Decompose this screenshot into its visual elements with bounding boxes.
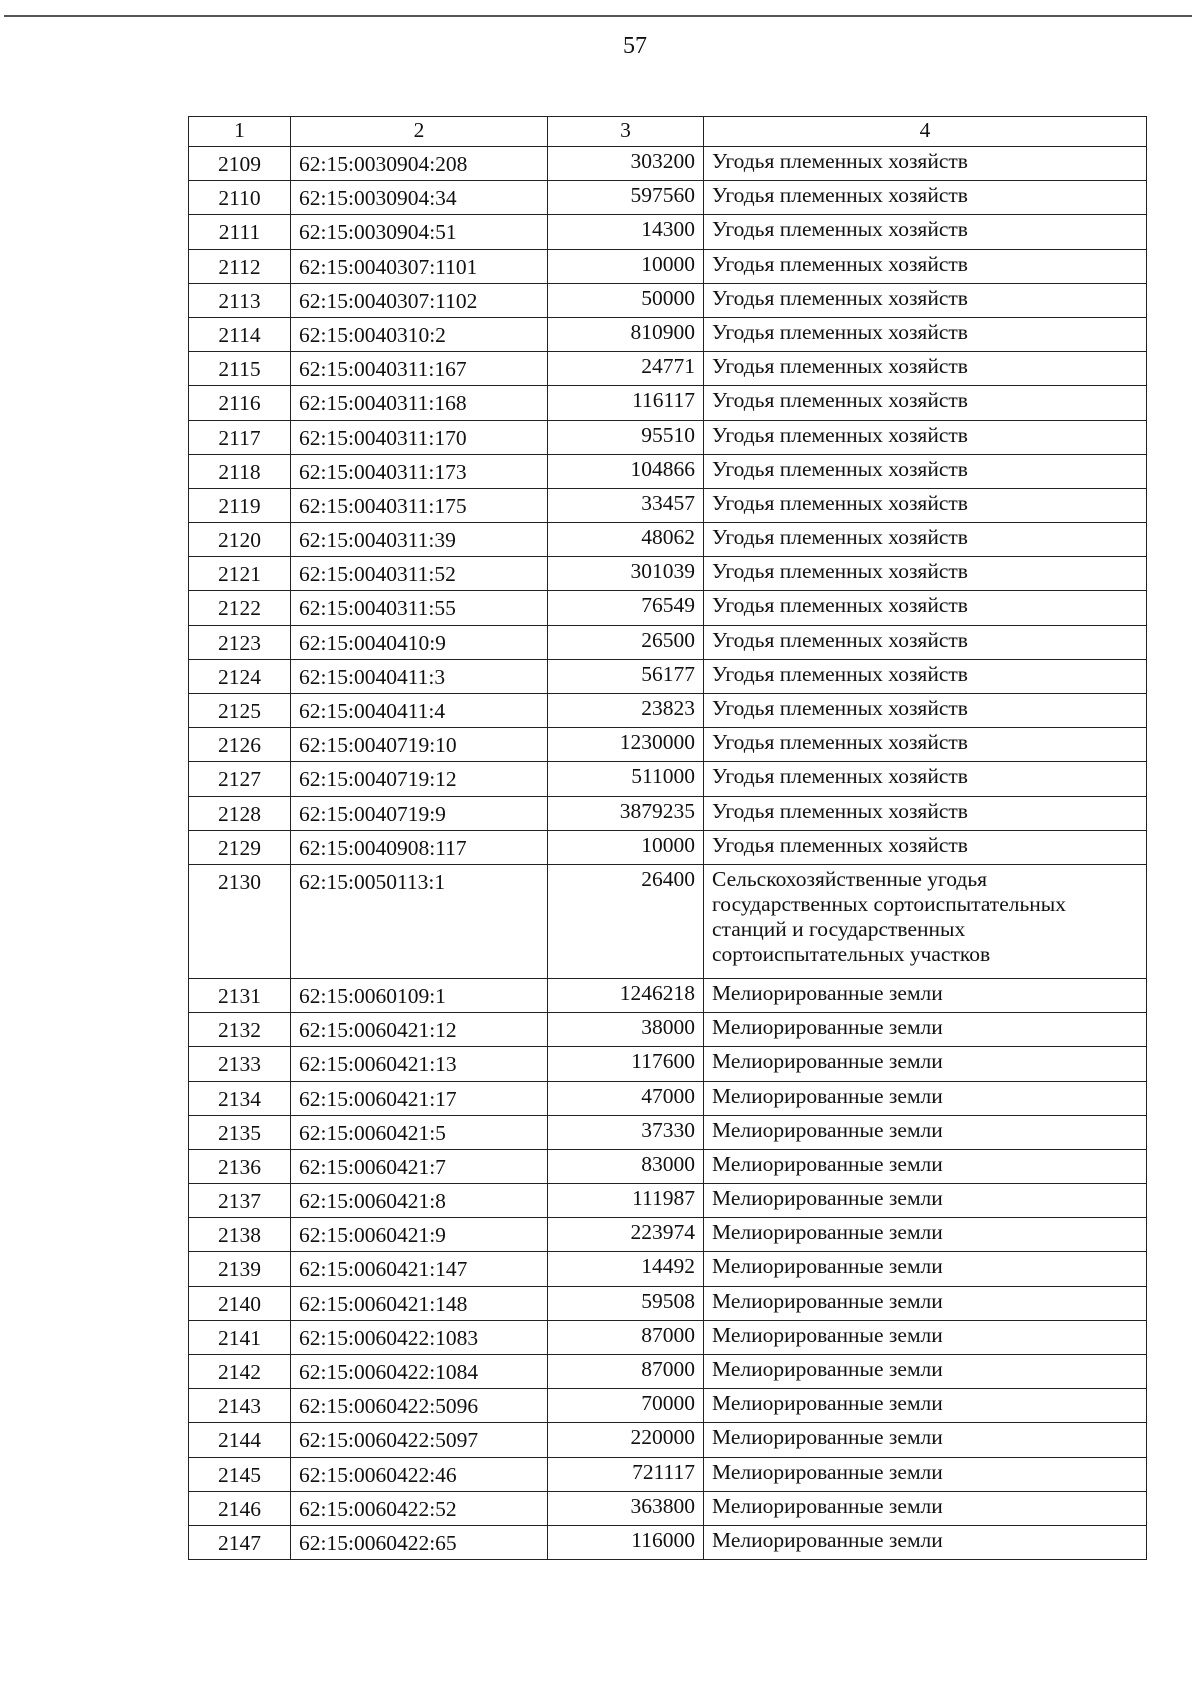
area-cell: 220000 [548, 1423, 704, 1457]
area-cell: 56177 [548, 659, 704, 693]
cadastral-number-cell: 62:15:0040311:168 [291, 386, 548, 420]
area-cell: 37330 [548, 1115, 704, 1149]
cadastral-number-cell: 62:15:0060421:148 [291, 1286, 548, 1320]
table-row [189, 591, 1147, 625]
row-number-cell: 2110 [189, 181, 291, 215]
header-cell-3: 3 [548, 117, 704, 147]
row-number-cell: 2140 [189, 1286, 291, 1320]
cadastral-number-cell: 62:15:0060421:9 [291, 1218, 548, 1252]
table-row [189, 1013, 1147, 1047]
land-category-cell: Угодья племенных хозяйств [704, 557, 1147, 591]
land-category-cell: Угодья племенных хозяйств [704, 762, 1147, 796]
cadastral-number-cell: 62:15:0040411:4 [291, 694, 548, 728]
table-row [189, 420, 1147, 454]
cadastral-number-cell: 62:15:0050113:1 [291, 864, 548, 978]
cadastral-number-cell: 62:15:0040311:175 [291, 488, 548, 522]
header-cell-2: 2 [291, 117, 548, 147]
cadastral-number-cell: 62:15:0060109:1 [291, 978, 548, 1012]
area-cell: 111987 [548, 1184, 704, 1218]
row-number-cell: 2128 [189, 796, 291, 830]
row-number-cell: 2116 [189, 386, 291, 420]
cadastral-number-cell: 62:15:0040411:3 [291, 659, 548, 693]
table-row [189, 523, 1147, 557]
table-row [189, 1218, 1147, 1252]
row-number-cell: 2137 [189, 1184, 291, 1218]
land-category-cell: Мелиорированные земли [704, 1184, 1147, 1218]
land-category-cell: Мелиорированные земли [704, 1457, 1147, 1491]
row-number-cell: 2145 [189, 1457, 291, 1491]
land-category-cell: Угодья племенных хозяйств [704, 728, 1147, 762]
area-cell: 511000 [548, 762, 704, 796]
land-category-cell: Угодья племенных хозяйств [704, 659, 1147, 693]
table-row [189, 1286, 1147, 1320]
cadastral-number-cell: 62:15:0060421:12 [291, 1013, 548, 1047]
area-cell: 117600 [548, 1047, 704, 1081]
land-category-cell: Угодья племенных хозяйств [704, 625, 1147, 659]
row-number-cell: 2133 [189, 1047, 291, 1081]
area-cell: 1230000 [548, 728, 704, 762]
row-number-cell: 2141 [189, 1320, 291, 1354]
area-cell: 26400 [548, 864, 704, 978]
land-category-cell: Мелиорированные земли [704, 1047, 1147, 1081]
area-cell: 23823 [548, 694, 704, 728]
row-number-cell: 2146 [189, 1491, 291, 1525]
land-category-cell: Угодья племенных хозяйств [704, 181, 1147, 215]
cadastral-number-cell: 62:15:0040311:170 [291, 420, 548, 454]
table-row [189, 1149, 1147, 1183]
cadastral-number-cell: 62:15:0060421:8 [291, 1184, 548, 1218]
row-number-cell: 2132 [189, 1013, 291, 1047]
cadastral-number-cell: 62:15:0060422:65 [291, 1525, 548, 1559]
row-number-cell: 2111 [189, 215, 291, 249]
row-number-cell: 2135 [189, 1115, 291, 1149]
cadastral-number-cell: 62:15:0060421:7 [291, 1149, 548, 1183]
table-row [189, 488, 1147, 522]
area-cell: 104866 [548, 454, 704, 488]
page-number: 57 [623, 33, 647, 59]
row-number-cell: 2112 [189, 249, 291, 283]
row-number-cell: 2126 [189, 728, 291, 762]
table-row [189, 625, 1147, 659]
top-border-line [4, 15, 1192, 17]
table-row [189, 830, 1147, 864]
table-row [189, 1081, 1147, 1115]
cadastral-number-cell: 62:15:0060422:5097 [291, 1423, 548, 1457]
cadastral-number-cell: 62:15:0060422:52 [291, 1491, 548, 1525]
land-category-cell: Угодья племенных хозяйств [704, 249, 1147, 283]
header-cell-1: 1 [189, 117, 291, 147]
table-row [189, 1389, 1147, 1423]
table-row [189, 659, 1147, 693]
row-number-cell: 2144 [189, 1423, 291, 1457]
row-number-cell: 2143 [189, 1389, 291, 1423]
area-cell: 95510 [548, 420, 704, 454]
cadastral-number-cell: 62:15:0040311:55 [291, 591, 548, 625]
cadastral-number-cell: 62:15:0030904:208 [291, 147, 548, 181]
table-row [189, 1525, 1147, 1559]
cadastral-number-cell: 62:15:0060422:1084 [291, 1355, 548, 1389]
row-number-cell: 2134 [189, 1081, 291, 1115]
area-cell: 50000 [548, 283, 704, 317]
table-row [189, 557, 1147, 591]
cadastral-number-cell: 62:15:0060422:5096 [291, 1389, 548, 1423]
area-cell: 87000 [548, 1320, 704, 1354]
row-number-cell: 2139 [189, 1252, 291, 1286]
land-category-cell: Мелиорированные земли [704, 1252, 1147, 1286]
table-row [189, 978, 1147, 1012]
land-registry-table [188, 116, 1147, 1560]
land-category-cell: Мелиорированные земли [704, 1423, 1147, 1457]
land-category-cell: Угодья племенных хозяйств [704, 386, 1147, 420]
header-cell-4: 4 [704, 117, 1147, 147]
cadastral-number-cell: 62:15:0060421:5 [291, 1115, 548, 1149]
area-cell: 223974 [548, 1218, 704, 1252]
area-cell: 47000 [548, 1081, 704, 1115]
table-row [189, 864, 1147, 978]
cadastral-number-cell: 62:15:0040908:117 [291, 830, 548, 864]
table-row [189, 386, 1147, 420]
land-category-cell: Угодья племенных хозяйств [704, 454, 1147, 488]
table-row [189, 283, 1147, 317]
area-cell: 3879235 [548, 796, 704, 830]
land-category-cell: Мелиорированные земли [704, 1491, 1147, 1525]
row-number-cell: 2117 [189, 420, 291, 454]
land-category-cell: Угодья племенных хозяйств [704, 317, 1147, 351]
area-cell: 810900 [548, 317, 704, 351]
area-cell: 721117 [548, 1457, 704, 1491]
cadastral-number-cell: 62:15:0040311:52 [291, 557, 548, 591]
land-category-cell: Угодья племенных хозяйств [704, 420, 1147, 454]
cadastral-number-cell: 62:15:0060421:13 [291, 1047, 548, 1081]
cadastral-number-cell: 62:15:0060421:17 [291, 1081, 548, 1115]
land-category-cell: Угодья племенных хозяйств [704, 523, 1147, 557]
land-category-cell: Угодья племенных хозяйств [704, 283, 1147, 317]
row-number-cell: 2129 [189, 830, 291, 864]
area-cell: 14492 [548, 1252, 704, 1286]
table-row [189, 1491, 1147, 1525]
cadastral-number-cell: 62:15:0040719:10 [291, 728, 548, 762]
row-number-cell: 2127 [189, 762, 291, 796]
land-category-cell: Угодья племенных хозяйств [704, 147, 1147, 181]
cadastral-number-cell: 62:15:0040410:9 [291, 625, 548, 659]
land-category-cell: Мелиорированные земли [704, 1149, 1147, 1183]
cadastral-number-cell: 62:15:0040307:1102 [291, 283, 548, 317]
area-cell: 48062 [548, 523, 704, 557]
row-number-cell: 2142 [189, 1355, 291, 1389]
land-category-cell: Мелиорированные земли [704, 1081, 1147, 1115]
table-row [189, 762, 1147, 796]
table-row [189, 1047, 1147, 1081]
row-number-cell: 2138 [189, 1218, 291, 1252]
cadastral-number-cell: 62:15:0040310:2 [291, 317, 548, 351]
land-category-cell: Мелиорированные земли [704, 978, 1147, 1012]
land-category-cell: Угодья племенных хозяйств [704, 830, 1147, 864]
land-category-cell: Угодья племенных хозяйств [704, 694, 1147, 728]
area-cell: 76549 [548, 591, 704, 625]
cadastral-number-cell: 62:15:0040311:167 [291, 352, 548, 386]
land-category-cell: Мелиорированные земли [704, 1389, 1147, 1423]
row-number-cell: 2118 [189, 454, 291, 488]
area-cell: 597560 [548, 181, 704, 215]
table-row [189, 1457, 1147, 1491]
table-row [189, 1115, 1147, 1149]
table-row [189, 147, 1147, 181]
table-row [189, 317, 1147, 351]
area-cell: 70000 [548, 1389, 704, 1423]
land-category-cell: Мелиорированные земли [704, 1355, 1147, 1389]
cadastral-number-cell: 62:15:0030904:34 [291, 181, 548, 215]
land-category-cell: Мелиорированные земли [704, 1525, 1147, 1559]
row-number-cell: 2124 [189, 659, 291, 693]
row-number-cell: 2125 [189, 694, 291, 728]
land-category-cell: Мелиорированные земли [704, 1286, 1147, 1320]
area-cell: 301039 [548, 557, 704, 591]
row-number-cell: 2115 [189, 352, 291, 386]
land-category-cell: Мелиорированные земли [704, 1218, 1147, 1252]
row-number-cell: 2120 [189, 523, 291, 557]
cadastral-number-cell: 62:15:0040307:1101 [291, 249, 548, 283]
row-number-cell: 2147 [189, 1525, 291, 1559]
row-number-cell: 2131 [189, 978, 291, 1012]
area-cell: 26500 [548, 625, 704, 659]
land-category-cell: Мелиорированные земли [704, 1115, 1147, 1149]
land-category-cell: Угодья племенных хозяйств [704, 796, 1147, 830]
row-number-cell: 2119 [189, 488, 291, 522]
land-category-cell: Угодья племенных хозяйств [704, 488, 1147, 522]
table-row [189, 1252, 1147, 1286]
row-number-cell: 2114 [189, 317, 291, 351]
table-row [189, 215, 1147, 249]
cadastral-number-cell: 62:15:0060422:1083 [291, 1320, 548, 1354]
land-category-cell: Угодья племенных хозяйств [704, 352, 1147, 386]
table-row [189, 694, 1147, 728]
area-cell: 33457 [548, 488, 704, 522]
table-row [189, 796, 1147, 830]
cadastral-number-cell: 62:15:0040719:9 [291, 796, 548, 830]
row-number-cell: 2130 [189, 864, 291, 978]
table-row [189, 249, 1147, 283]
land-category-cell: Угодья племенных хозяйств [704, 215, 1147, 249]
area-cell: 1246218 [548, 978, 704, 1012]
row-number-cell: 2121 [189, 557, 291, 591]
area-cell: 363800 [548, 1491, 704, 1525]
row-number-cell: 2136 [189, 1149, 291, 1183]
cadastral-number-cell: 62:15:0040311:39 [291, 523, 548, 557]
row-number-cell: 2122 [189, 591, 291, 625]
cadastral-number-cell: 62:15:0030904:51 [291, 215, 548, 249]
table-row [189, 1320, 1147, 1354]
land-category-cell: Угодья племенных хозяйств [704, 591, 1147, 625]
table-row [189, 352, 1147, 386]
area-cell: 116000 [548, 1525, 704, 1559]
header-row [189, 117, 1147, 147]
area-cell: 14300 [548, 215, 704, 249]
land-category-cell: Мелиорированные земли [704, 1013, 1147, 1047]
land-category-cell: Сельскохозяйственные угодья государственных сортоиспытательных станций и государственных сортоиспытательных участков [704, 864, 1147, 978]
area-cell: 24771 [548, 352, 704, 386]
row-number-cell: 2109 [189, 147, 291, 181]
table-row [189, 1184, 1147, 1218]
cadastral-number-cell: 62:15:0060422:46 [291, 1457, 548, 1491]
area-cell: 87000 [548, 1355, 704, 1389]
table-body [189, 117, 1147, 1560]
row-number-cell: 2113 [189, 283, 291, 317]
area-cell: 10000 [548, 249, 704, 283]
area-cell: 83000 [548, 1149, 704, 1183]
land-category-cell: Мелиорированные земли [704, 1320, 1147, 1354]
area-cell: 116117 [548, 386, 704, 420]
table-row [189, 454, 1147, 488]
cadastral-number-cell: 62:15:0040719:12 [291, 762, 548, 796]
table-row [189, 1423, 1147, 1457]
area-cell: 59508 [548, 1286, 704, 1320]
cadastral-number-cell: 62:15:0040311:173 [291, 454, 548, 488]
row-number-cell: 2123 [189, 625, 291, 659]
table-row [189, 1355, 1147, 1389]
area-cell: 10000 [548, 830, 704, 864]
table-row [189, 181, 1147, 215]
table-row [189, 728, 1147, 762]
area-cell: 38000 [548, 1013, 704, 1047]
cadastral-number-cell: 62:15:0060421:147 [291, 1252, 548, 1286]
area-cell: 303200 [548, 147, 704, 181]
